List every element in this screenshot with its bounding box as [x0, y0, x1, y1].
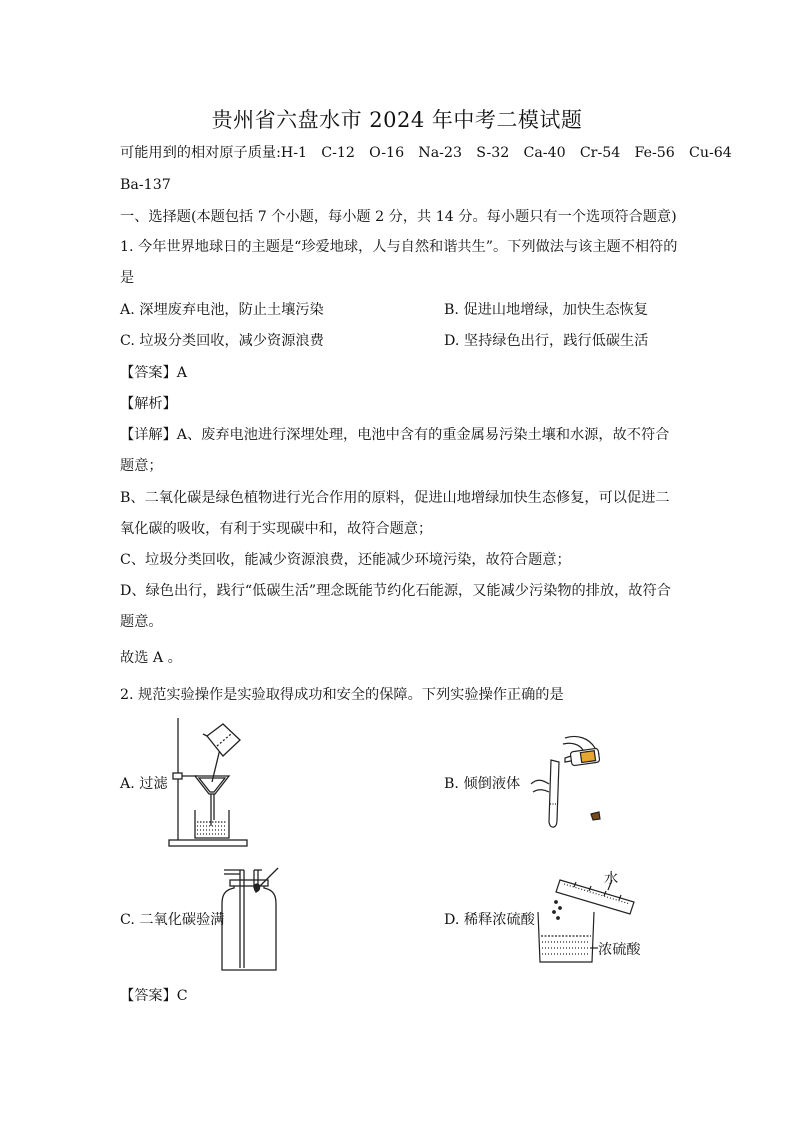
q1-detail-line4: 氧化碳的吸收，有利于实现碳中和，故符合题意； — [120, 521, 433, 537]
q2-option-a: A. 过滤 — [120, 776, 168, 792]
q1-stem-line2: 是 — [120, 270, 135, 286]
q1-stem-line1: 1. 今年世界地球日的主题是“珍爱地球，人与自然和谐共生”。下列做法与该主题不相符的 — [120, 239, 678, 255]
q1-option-c: C. 垃圾分类回收，减少资源浪费 — [120, 333, 324, 349]
q1-analysis-label: 【解析】 — [120, 396, 177, 412]
q2-answer: 【答案】C — [120, 988, 188, 1004]
q2-option-c: C. 二氧化碳验满 — [120, 912, 225, 928]
q1-detail-line2: 题意； — [120, 458, 163, 474]
pouring-liquid-figure — [527, 734, 617, 834]
atomic-masses-line2: Ba-137 — [120, 177, 171, 193]
q1-option-d: D. 坚持绿色出行，践行低碳生活 — [444, 333, 649, 349]
q1-detail-line5: C、垃圾分类回收，能减少资源浪费，还能减少环境污染，故符合题意； — [120, 552, 571, 568]
q2-option-d: D. 稀释浓硫酸 — [444, 912, 535, 928]
co2-test-figure — [218, 866, 288, 976]
q1-answer: 【答案】A — [120, 365, 187, 381]
section-header: 一、选择题(本题包括 7 个小题，每小题 2 分，共 14 分。每小题只有一个选项符合题意) — [120, 209, 677, 225]
q1-detail-line3: B、二氧化碳是绿色植物进行光合作用的原料，促进山地增绿加快生态修复，可以促进二 — [120, 490, 670, 506]
q1-detail-line6: D、绿色出行，践行“低碳生活”理念既能节约化石能源，又能减少污染物的排放，故符合 — [120, 583, 671, 599]
q1-conclusion: 故选 A 。 — [120, 650, 182, 666]
filtration-apparatus-figure — [165, 714, 260, 849]
q1-option-a: A. 深埋废弃电池，防止土壤污染 — [120, 302, 324, 318]
q2-stem: 2. 规范实验操作是实验取得成功和安全的保障。下列实验操作正确的是 — [120, 687, 564, 703]
label-water: 水 — [604, 871, 619, 887]
atomic-masses-line1: 可能用到的相对原子质量:H-1 C-12 O-16 Na-23 S-32 Ca-40 Cr-54 Fe-56 Cu-64 — [120, 145, 732, 161]
q1-option-b: B. 促进山地增绿，加快生态恢复 — [444, 302, 648, 318]
q1-detail-line7: 题意。 — [120, 614, 163, 630]
q2-option-b: B. 倾倒液体 — [444, 776, 521, 792]
label-concentrated-acid: 浓硫酸 — [598, 942, 641, 958]
page-title: 贵州省六盘水市 2024 年中考二模试题 — [211, 108, 583, 132]
q1-detail-line1: 【详解】A、废弃电池进行深埋处理，电池中含有的重金属易污染土壤和水源，故不符合 — [120, 427, 670, 443]
